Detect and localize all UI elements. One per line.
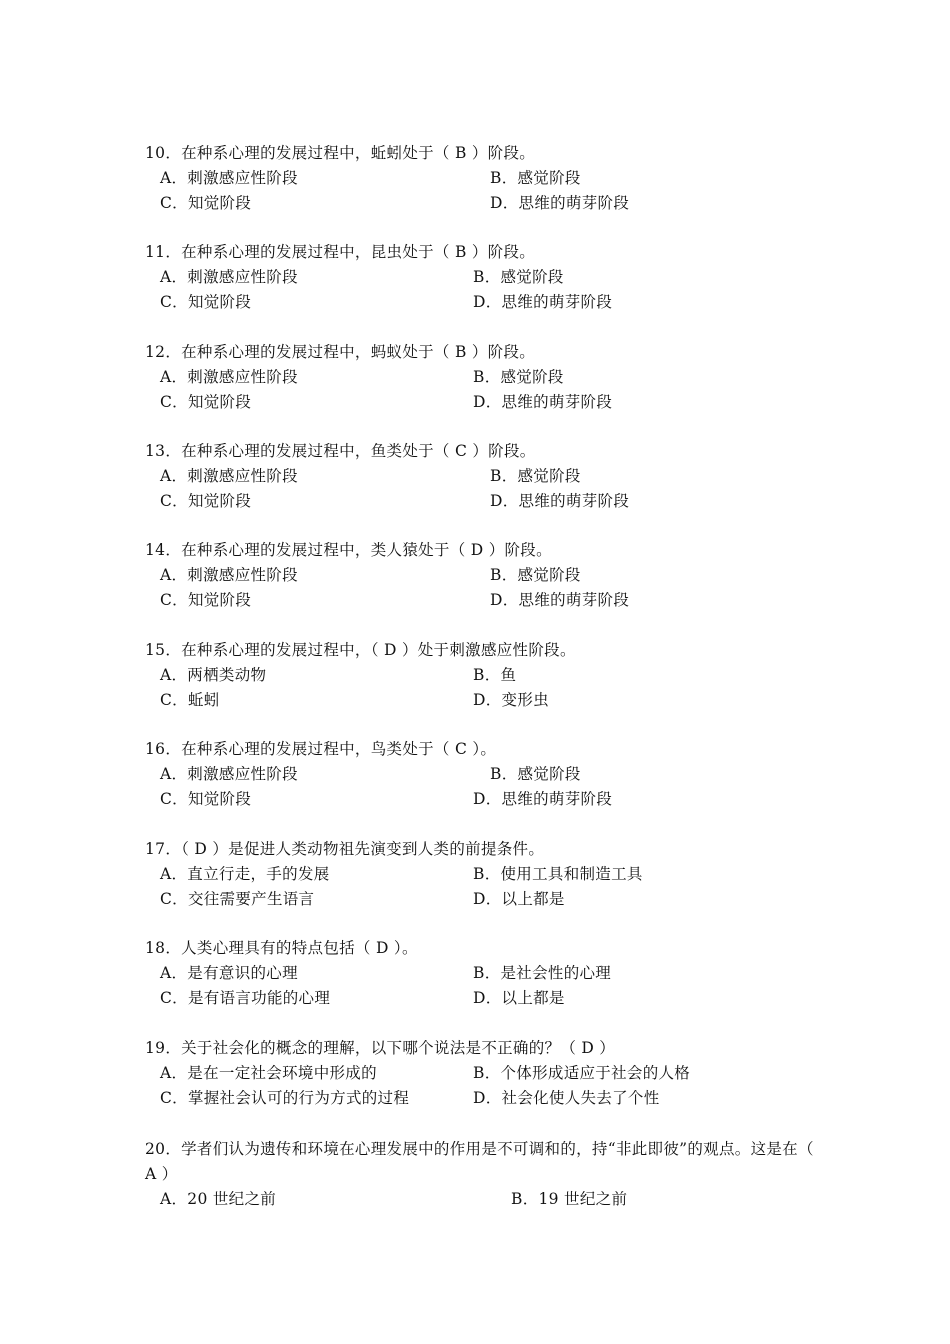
option-b: B．感觉阶段	[490, 467, 581, 485]
question-14	[145, 538, 825, 613]
question-17	[145, 837, 825, 912]
option-b: B．感觉阶段	[473, 268, 564, 286]
option-d: D．思维的萌芽阶段	[490, 591, 630, 609]
option-d: D．思维的萌芽阶段	[490, 194, 630, 212]
option-b: B．使用工具和制造工具	[473, 865, 643, 883]
option-c: C．知觉阶段	[160, 194, 252, 212]
question-stem: 20．学者们认为遗传和环境在心理发展中的作用是不可调和的，持“非此即彼”的观点。这是在（ A ）	[145, 1140, 814, 1183]
options	[145, 563, 825, 613]
option-a: A．刺激感应性阶段	[160, 169, 298, 187]
option-c: C．知觉阶段	[160, 393, 252, 411]
option-a: A．刺激感应性阶段	[160, 765, 298, 783]
option-c: C．知觉阶段	[160, 293, 252, 311]
options	[145, 265, 825, 315]
option-b: B．感觉阶段	[490, 169, 581, 187]
question-10	[145, 141, 825, 216]
option-c: C．掌握社会认可的行为方式的过程	[160, 1089, 410, 1107]
option-a: A．刺激感应性阶段	[160, 566, 298, 584]
option-b: B．19 世纪之前	[511, 1190, 628, 1208]
option-c: C．是有语言功能的心理	[160, 989, 331, 1007]
option-d: D．以上都是	[473, 890, 565, 908]
option-a: A．两栖类动物	[160, 666, 267, 684]
option-d: D．思维的萌芽阶段	[473, 293, 613, 311]
question-stem: 18．人类心理具有的特点包括（ D ）。	[145, 939, 418, 957]
option-b: B．鱼	[473, 666, 517, 684]
option-d: D．以上都是	[473, 989, 565, 1007]
options	[145, 166, 825, 216]
question-stem: 15．在种系心理的发展过程中，（ D ）处于刺激感应性阶段。	[145, 641, 576, 659]
option-a: A．刺激感应性阶段	[160, 268, 298, 286]
option-a: A．刺激感应性阶段	[160, 467, 298, 485]
question-12	[145, 340, 825, 415]
options	[145, 365, 825, 415]
option-d: D．变形虫	[473, 691, 549, 709]
options	[145, 1061, 825, 1111]
option-b: B．个体形成适应于社会的人格	[473, 1064, 691, 1082]
option-d: D．思维的萌芽阶段	[473, 393, 613, 411]
options	[145, 464, 825, 514]
question-stem: 10．在种系心理的发展过程中，蚯蚓处于（ B ）阶段。	[145, 144, 536, 162]
option-a: A．是有意识的心理	[160, 964, 298, 982]
question-stem: 17．（ D ）是促进人类动物祖先演变到人类的前提条件。	[145, 840, 545, 858]
option-d: D．思维的萌芽阶段	[490, 492, 630, 510]
question-stem: 14．在种系心理的发展过程中，类人猿处于（ D ）阶段。	[145, 541, 552, 559]
options	[145, 663, 825, 713]
option-c: C．知觉阶段	[160, 790, 252, 808]
option-b: B．是社会性的心理	[473, 964, 612, 982]
question-stem: 12．在种系心理的发展过程中，蚂蚁处于（ B ）阶段。	[145, 343, 536, 361]
question-19	[145, 1036, 825, 1111]
question-20	[145, 1137, 825, 1212]
option-d: D．思维的萌芽阶段	[473, 790, 613, 808]
option-b: B．感觉阶段	[473, 368, 564, 386]
question-18	[145, 936, 825, 1011]
option-b: B．感觉阶段	[490, 566, 581, 584]
question-stem: 16．在种系心理的发展过程中，鸟类处于（ C ）。	[145, 740, 497, 758]
option-a: A．直立行走，手的发展	[160, 865, 330, 883]
question-15	[145, 638, 825, 713]
option-c: C．交往需要产生语言	[160, 890, 315, 908]
option-a: A．刺激感应性阶段	[160, 368, 298, 386]
option-c: C．知觉阶段	[160, 591, 252, 609]
question-stem: 19．关于社会化的概念的理解，以下哪个说法是不正确的？（ D ）	[145, 1039, 616, 1057]
options	[145, 762, 825, 812]
question-16	[145, 737, 825, 812]
options	[145, 961, 825, 1011]
option-c: C．蚯蚓	[160, 691, 220, 709]
option-c: C．知觉阶段	[160, 492, 252, 510]
option-a: A．20 世纪之前	[160, 1190, 277, 1208]
question-stem: 13．在种系心理的发展过程中，鱼类处于（ C ）阶段。	[145, 442, 536, 460]
question-stem: 11．在种系心理的发展过程中，昆虫处于（ B ）阶段。	[145, 243, 536, 261]
option-d: D．社会化使人失去了个性	[473, 1089, 660, 1107]
option-a: A．是在一定社会环境中形成的	[160, 1064, 377, 1082]
question-11	[145, 240, 825, 315]
question-13	[145, 439, 825, 514]
options	[145, 862, 825, 912]
option-b: B．感觉阶段	[490, 765, 581, 783]
options	[145, 1187, 825, 1212]
